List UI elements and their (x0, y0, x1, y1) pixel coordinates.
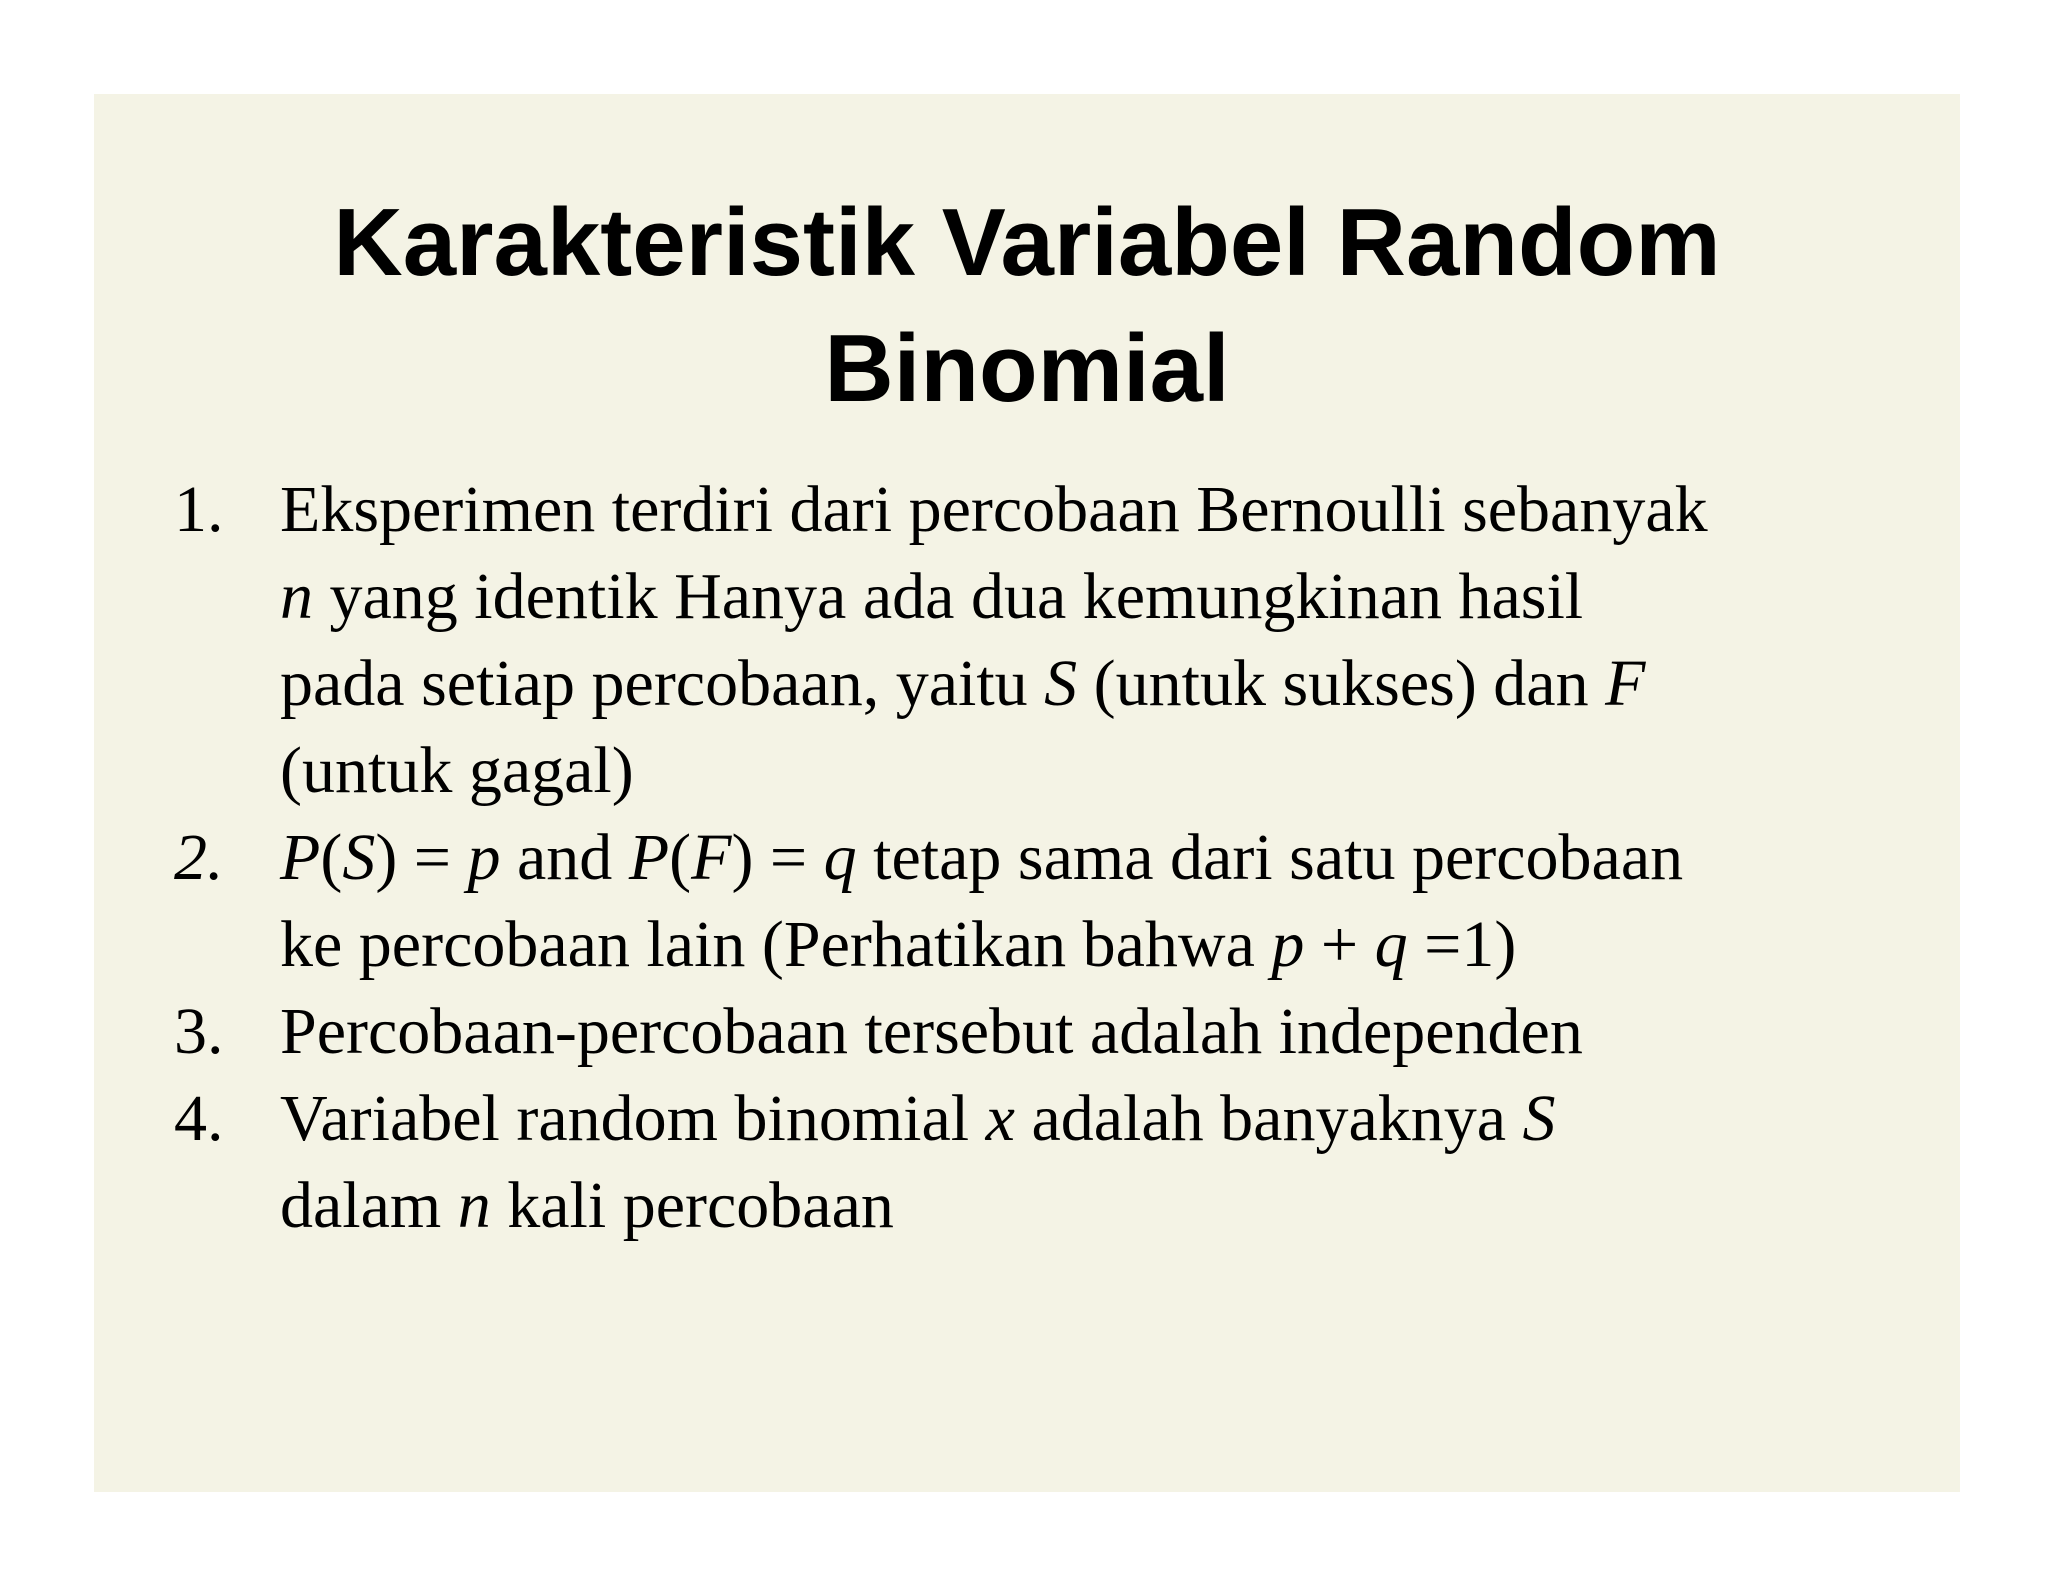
slide (94, 94, 1960, 1492)
list-item-line: Variabel random binomial x adalah banyaknya S (280, 1082, 1556, 1155)
list-item-2 (94, 814, 1960, 988)
characteristics-list (94, 466, 1960, 1249)
list-item-line: pada setiap percobaan, yaitu S (untuk sukses) dan F (280, 647, 1646, 720)
list-item-line: (untuk gagal) (280, 734, 634, 807)
list-item-line: P(S) = p and P(F) = q tetap sama dari satu percobaan (280, 821, 1684, 894)
list-item-4 (94, 1075, 1960, 1249)
list-item-number: 1. (174, 473, 224, 546)
slide-title (94, 180, 1960, 432)
list-item-3 (94, 988, 1960, 1075)
list-item-line: Eksperimen terdiri dari percobaan Bernoulli sebanyak (280, 473, 1708, 546)
slide-title-line-2: Binomial (824, 315, 1230, 422)
list-item-1 (94, 466, 1960, 814)
list-item-number: 4. (174, 1082, 224, 1155)
list-item-line: dalam n kali percobaan (280, 1169, 894, 1242)
list-item-line: ke percobaan lain (Perhatikan bahwa p + q =1) (280, 908, 1517, 981)
list-item-line: Percobaan-percobaan tersebut adalah independen (280, 995, 1583, 1068)
list-item-line: n yang identik Hanya ada dua kemungkinan hasil (280, 560, 1584, 633)
list-item-number: 2. (174, 821, 224, 894)
slide-title-line-1: Karakteristik Variabel Random (333, 189, 1721, 296)
list-item-number: 3. (174, 995, 224, 1068)
